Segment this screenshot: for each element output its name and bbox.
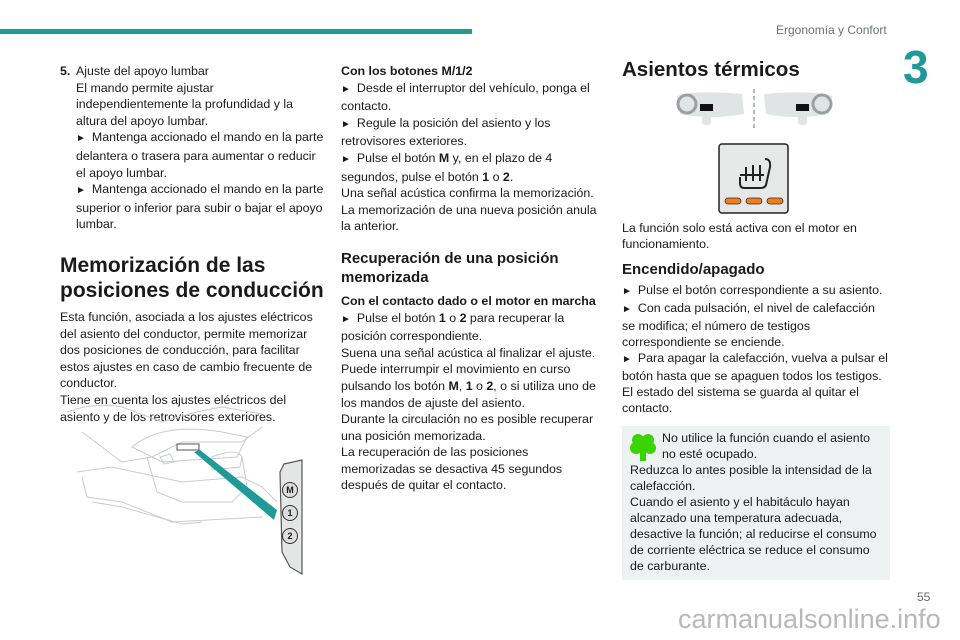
bold-subheading xyxy=(341,293,606,310)
eco-note-first: No utilice la función cuando el asiento no esté ocupado. xyxy=(662,431,871,461)
text: y, en el plazo de 4 segundos, pulse el botón xyxy=(341,150,553,184)
item-number: 5. xyxy=(60,64,71,78)
paragraph xyxy=(341,444,606,494)
heated-seats-heading: Asientos térmicos xyxy=(622,58,800,81)
bullet-step xyxy=(622,300,890,350)
bullet-step xyxy=(341,115,606,150)
chapter-number: 3 xyxy=(903,41,929,93)
memory-button-1: 1 xyxy=(282,505,298,521)
text: La memorización de una nueva posición anula la anterior. xyxy=(341,202,597,234)
text: o xyxy=(445,310,460,325)
seat-memory-buttons xyxy=(282,482,300,544)
text: , xyxy=(458,378,466,393)
text: Memorización de las posiciones de conducción xyxy=(60,253,324,302)
text: Una señal acústica confirma la memorización. xyxy=(341,186,594,201)
page-number: 55 xyxy=(917,590,931,604)
bold-text: 2 xyxy=(459,310,467,325)
text: Recuperación de una posición memorizada xyxy=(341,249,559,286)
bullet-step xyxy=(622,282,890,300)
text: La función solo está activa con el motor en funcionamiento. xyxy=(622,221,857,251)
bold-text: 1 xyxy=(438,310,446,325)
text: Mantenga accionado el mando en la parte superior o inferior para subir o bajar el apoyo lumbar. xyxy=(76,182,324,232)
text: Esta función, asociada a los ajustes eléctricos del asiento del conductor, permite memorizar dos posiciones de conducción, para facilitar estos ajustes en caso de cambio frecuente de conductor. xyxy=(60,309,313,391)
text: Mantenga accionado el mando en la parte delantera o trasera para aumentar o reducir el apoyo lumbar. xyxy=(76,130,324,180)
text: Pulse el botón correspondiente a su asiento. xyxy=(637,283,883,297)
bold-text: 2 xyxy=(486,378,494,393)
column-3 xyxy=(622,220,890,416)
watermark: carmanualsonline.info xyxy=(678,604,941,634)
bullet-step xyxy=(341,310,606,345)
bold-text: 2 xyxy=(502,169,510,184)
text: Suena una señal acústica al finalizar el ajuste. xyxy=(341,345,596,360)
text: . xyxy=(509,169,514,184)
paragraph xyxy=(622,220,890,252)
text: o xyxy=(489,169,503,184)
text: Pulse el botón xyxy=(356,150,439,165)
bullet-step xyxy=(341,150,606,185)
bold-text: Con los botones M/1/2 xyxy=(341,64,473,78)
paragraph xyxy=(60,80,325,130)
column-1 xyxy=(60,63,325,425)
text: Encendido/apagado xyxy=(622,261,765,278)
paragraph xyxy=(60,309,325,392)
paragraph xyxy=(622,384,890,416)
bullet-arrow-icon: ► xyxy=(341,153,351,165)
bullet-arrow-icon: ► xyxy=(76,133,86,145)
text: Para apagar la calefacción, vuelva a pulsar el botón hasta que se apaguen todos los testigos. xyxy=(622,351,888,383)
paragraph xyxy=(341,202,606,235)
text: Desde el interruptor del vehículo, ponga el contacto. xyxy=(341,80,590,114)
text: El estado del sistema se guarda al quitar el contacto. xyxy=(622,385,859,415)
bullet-arrow-icon: ► xyxy=(76,185,86,197)
text: , o si utiliza uno de los mandos de ajuste del asiento. xyxy=(341,378,596,410)
subsection-heading xyxy=(341,249,606,287)
bullet-step xyxy=(622,350,890,384)
bullet-arrow-icon: ► xyxy=(341,313,351,325)
eco-tree-icon xyxy=(630,432,656,462)
text: Pulse el botón xyxy=(356,310,439,325)
bold-subheading xyxy=(341,63,606,80)
bold-text: M xyxy=(438,150,450,165)
bold-text: 1 xyxy=(465,378,473,393)
header-accent-bar xyxy=(0,29,472,34)
bullet-step xyxy=(341,80,606,115)
paragraph xyxy=(341,361,606,411)
section-title: Ergonomía y Confort xyxy=(776,23,887,37)
paragraph xyxy=(341,185,606,202)
text: El mando permite ajustar independientemente la profundidad y la altura del apoyo lumbar. xyxy=(76,80,293,128)
paragraph xyxy=(341,411,606,444)
bullet-arrow-icon: ► xyxy=(622,354,632,365)
bold-text: Con el contacto dado o el motor en marcha xyxy=(341,293,596,308)
memory-button-m: M xyxy=(282,482,298,498)
bullet-arrow-icon: ► xyxy=(341,118,351,130)
section-heading xyxy=(60,253,325,303)
bold-text: M xyxy=(448,378,459,393)
seat-memory-illustration xyxy=(62,402,312,582)
bullet-arrow-icon: ► xyxy=(341,83,351,95)
numbered-item xyxy=(60,63,325,80)
text: o xyxy=(472,378,487,393)
memory-button-2: 2 xyxy=(282,528,298,544)
text: Con cada pulsación, el nivel de calefacción se modifica; el número de testigos correspondiente se enciende. xyxy=(622,301,875,349)
text: Tiene en cuenta los ajustes eléctricos del asiento y de los retrovisores exteriores. xyxy=(60,392,287,424)
eco-note-p3: Cuando el asiento y el habitáculo hayan alcanzado una temperatura adecuada, desactive la función; al reducirse el consumo de corriente eléctrica se reduce el consumo de carburante. xyxy=(630,495,877,573)
text: Puede interrumpir el movimiento en curso pulsando los botón xyxy=(341,362,571,393)
text: para recuperar la posición correspondiente. xyxy=(341,310,565,344)
dashboard-layout-icons xyxy=(672,86,837,131)
bullet-arrow-icon: ► xyxy=(622,304,632,315)
eco-note-box xyxy=(622,426,890,580)
bold-text: 1 xyxy=(482,169,490,184)
column-2 xyxy=(341,63,606,494)
bullet-arrow-icon: ► xyxy=(622,286,632,297)
text: Regule la posición del asiento y los retrovisores exteriores. xyxy=(341,115,551,149)
text: Durante la circulación no es posible recuperar una posición memorizada. xyxy=(341,412,594,443)
seat-heater-button-icon xyxy=(718,143,790,215)
subsection-heading xyxy=(622,260,890,279)
bullet-step xyxy=(60,129,325,181)
text: La recuperación de las posiciones memorizadas se desactiva 45 segundos después de quitar el contacto. xyxy=(341,445,563,493)
eco-note-p2: Reduzca lo antes posible la intensidad de la calefacción. xyxy=(630,463,872,493)
paragraph xyxy=(341,345,606,362)
bullet-step xyxy=(60,181,325,233)
text: Ajuste del apoyo lumbar xyxy=(76,64,209,78)
